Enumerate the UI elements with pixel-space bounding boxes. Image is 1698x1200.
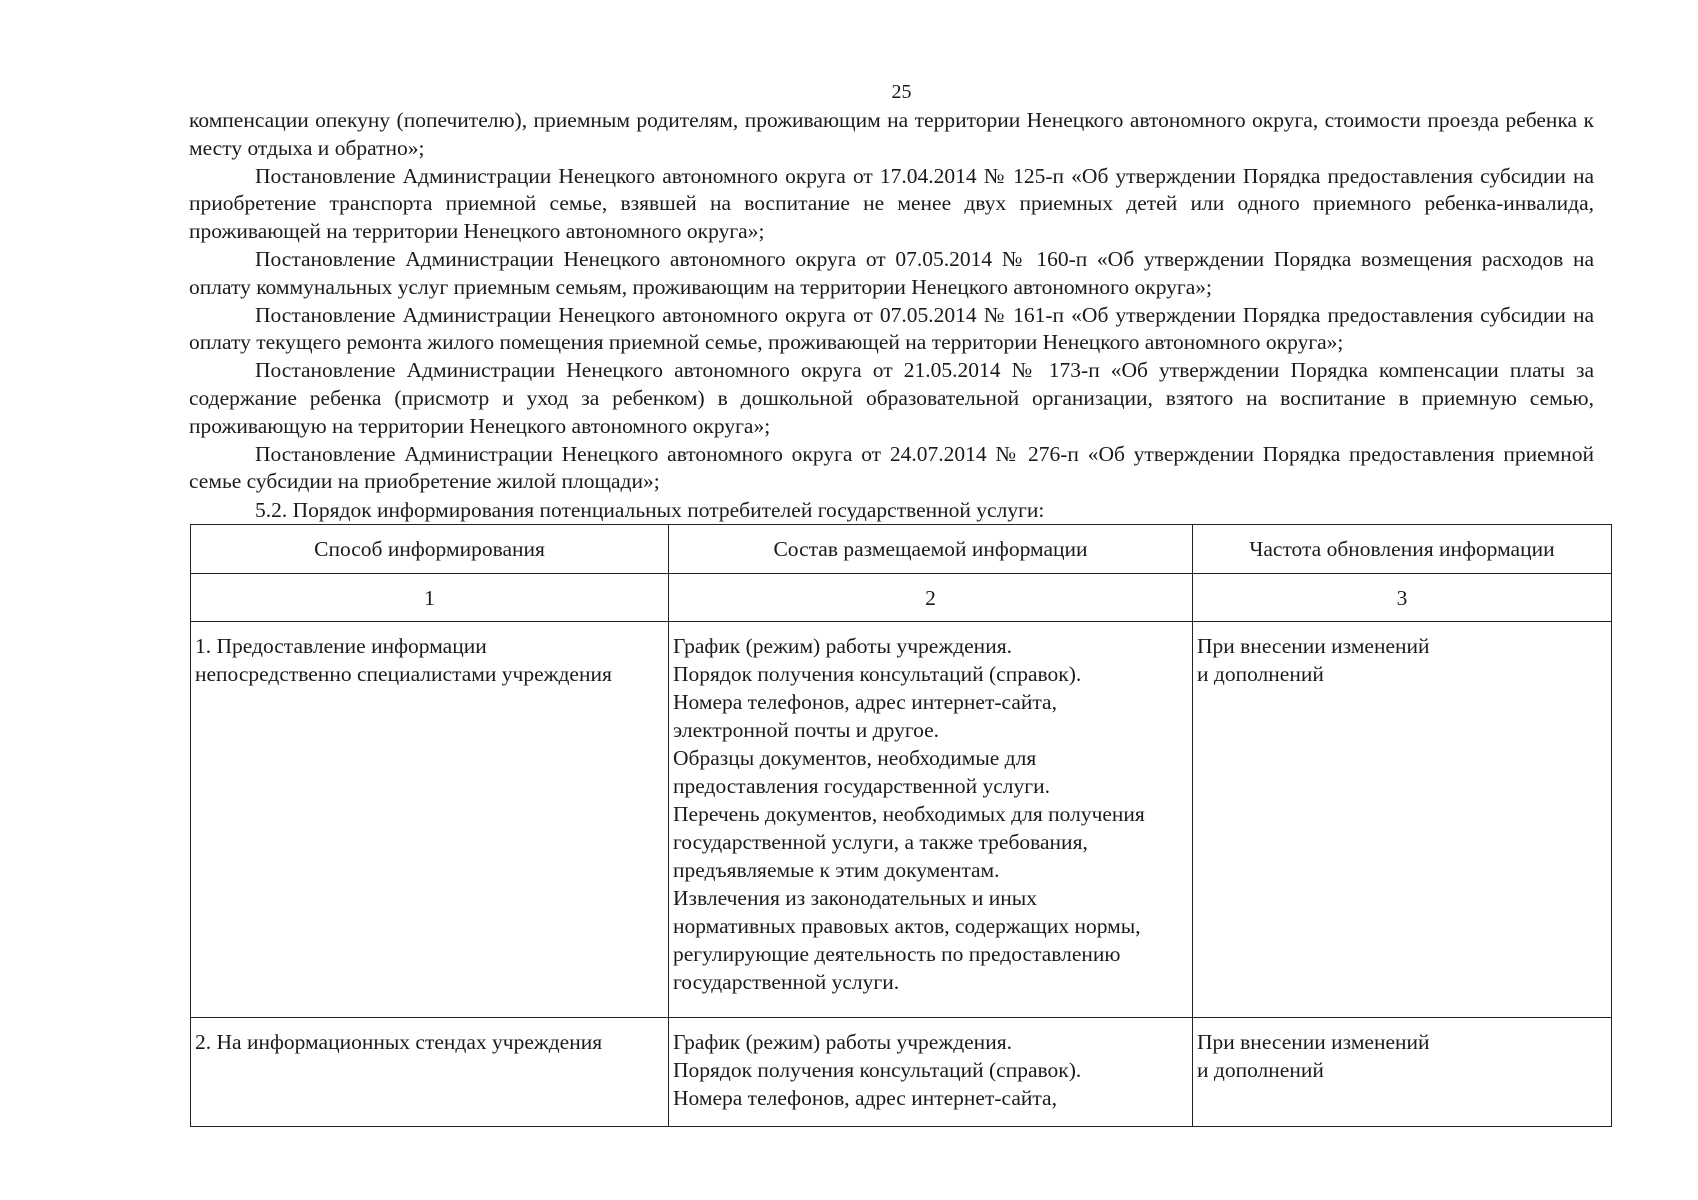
row-2-frequency-line: и дополнений <box>1197 1058 1324 1082</box>
table-header-row <box>191 525 1612 574</box>
row-1-content-line: Порядок получения консультаций (справок). <box>673 662 1082 686</box>
table-column-number-row <box>191 574 1612 622</box>
row-1-content-line: предъявляемые к этим документам. <box>673 858 1000 882</box>
row-1-method-line: непосредственно специалистами учреждения <box>195 662 612 686</box>
row-1-frequency-line: При внесении изменений <box>1197 634 1430 658</box>
row-2-frequency <box>1193 1018 1612 1127</box>
row-1-content-line: График (режим) работы учреждения. <box>673 634 1012 658</box>
row-2-content-line: Порядок получения консультаций (справок). <box>673 1058 1082 1082</box>
row-1-content-line: Перечень документов, необходимых для получения <box>673 802 1145 826</box>
paragraph-resolution-173: Постановление Администрации Ненецкого автономного округа от 21.05.2014 № 173-п «Об утверждении Порядка компенсации платы за содержание ребенка (присмотр и уход за ребенком) в дошкольной образовательной организации, взятого на воспитание в приемную семью, проживающую на территории Ненецкого автономного округа»; <box>189 358 1594 438</box>
paragraph-resolution-276: Постановление Администрации Ненецкого автономного округа от 24.07.2014 № 276-п «Об утверждении Порядка предоставления приемной семье субсидии на приобретение жилой площади»; <box>189 441 1594 494</box>
row-1-content-line: государственной услуги. <box>673 970 900 994</box>
paragraph-resolution-161: Постановление Администрации Ненецкого автономного округа от 07.05.2014 № 161-п «Об утверждении Порядка предоставления субсидии на оплату текущего ремонта жилого помещения приемной семье, проживающей на территории Ненецкого автономного округа»; <box>189 302 1594 355</box>
row-1-method <box>191 622 669 1018</box>
column-number-2: 2 <box>669 574 1193 622</box>
row-2-method-line: 2. На информационных стендах учреждения <box>195 1030 603 1054</box>
paragraph-resolution-125: Постановление Администрации Ненецкого автономного округа от 17.04.2014 № 125-п «Об утверждении Порядка предоставления субсидии на приобретение транспорта приемной семье, взявшей на воспитание не менее двух приемных детей или одного приемного ребенка-инвалида, проживающей на территории Ненецкого автономного округа»; <box>189 163 1594 244</box>
table-row <box>191 1018 1612 1127</box>
row-1-content-line: Извлечения из законодательных и иных <box>673 886 1037 910</box>
column-number-3: 3 <box>1193 574 1612 622</box>
body-text <box>189 107 1594 496</box>
row-1-content-line: регулирующие деятельность по предоставлению <box>673 942 1121 966</box>
section-heading: 5.2. Порядок информирования потенциальных потребителей государственной услуги: <box>255 498 1045 522</box>
row-1-content-line: электронной почты и другое. <box>673 718 940 742</box>
row-1-frequency-line: и дополнений <box>1197 662 1324 686</box>
row-2-method <box>191 1018 669 1127</box>
row-1-content-line: предоставления государственной услуги. <box>673 774 1050 798</box>
header-frequency: Частота обновления информации <box>1193 525 1612 574</box>
row-2-content-line: График (режим) работы учреждения. <box>673 1030 1012 1054</box>
column-number-1: 1 <box>191 574 669 622</box>
row-2-content-line: Номера телефонов, адрес интернет-сайта, <box>673 1086 1057 1110</box>
row-2-frequency-line: При внесении изменений <box>1197 1030 1430 1054</box>
page-number: 25 <box>891 81 912 103</box>
header-method: Способ информирования <box>191 525 669 574</box>
paragraph-continuation: компенсации опекуну (попечителю), приемным родителям, проживающим на территории Ненецкого автономного округа, стоимости проезда ребенка к месту отдыха и обратно»; <box>189 108 1594 160</box>
row-2-content <box>669 1018 1193 1127</box>
row-1-frequency <box>1193 622 1612 1018</box>
row-1-content-line: Образцы документов, необходимые для <box>673 746 1037 770</box>
paragraph-resolution-160: Постановление Администрации Ненецкого автономного округа от 07.05.2014 № 160-п «Об утверждении Порядка возмещения расходов на оплату коммунальных услуг приемным семьям, проживающим на территории Ненецкого автономного округа»; <box>189 246 1594 299</box>
header-content: Состав размещаемой информации <box>669 525 1193 574</box>
row-1-content-line: государственной услуги, а также требования, <box>673 830 1088 854</box>
table-row <box>191 622 1612 1018</box>
row-1-content-line: нормативных правовых актов, содержащих нормы, <box>673 914 1141 938</box>
row-1-method-line: 1. Предоставление информации <box>195 634 487 658</box>
row-1-content <box>669 622 1193 1018</box>
informing-table <box>190 524 1612 1127</box>
row-1-content-line: Номера телефонов, адрес интернет-сайта, <box>673 690 1057 714</box>
